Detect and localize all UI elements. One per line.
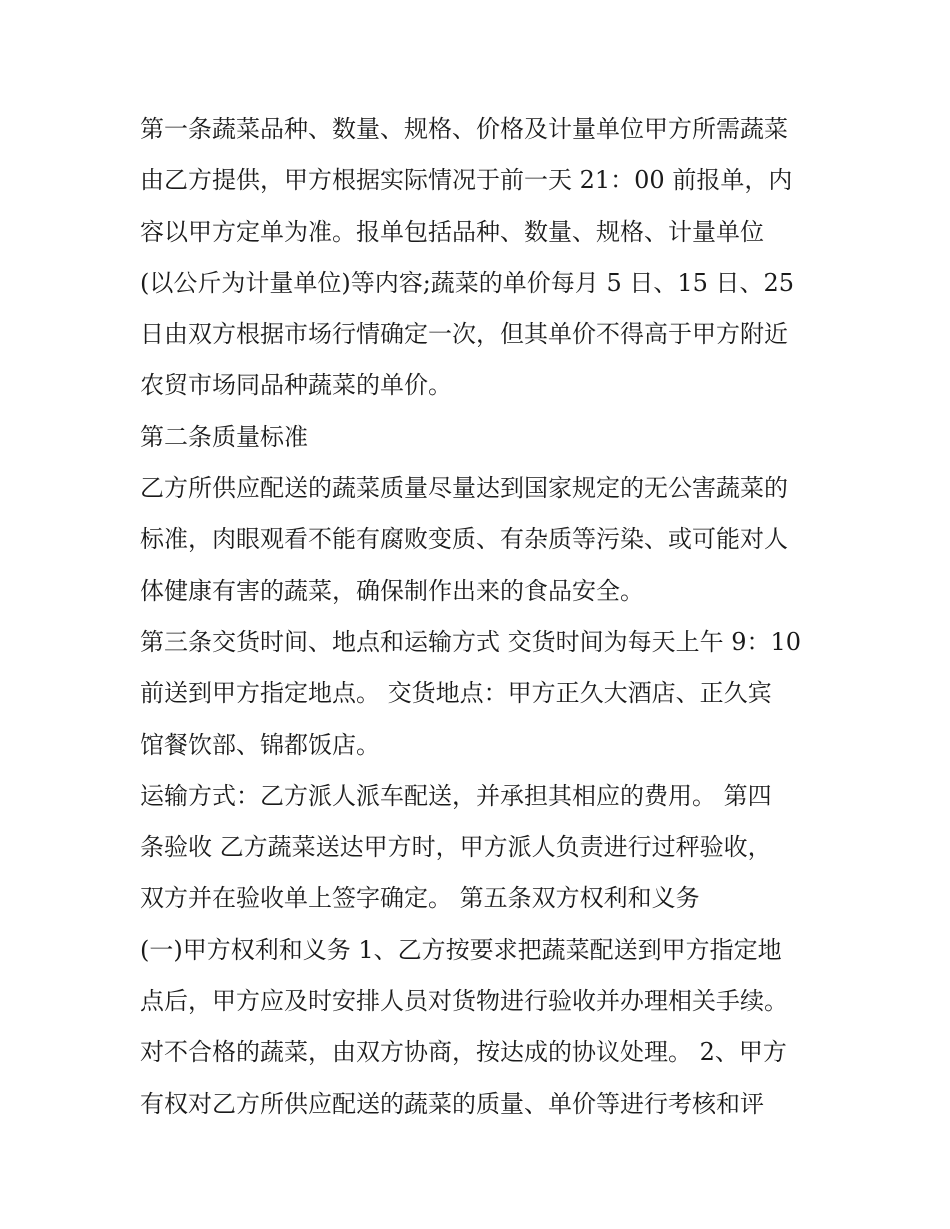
text-line: 日由双方根据市场行情确定一次，但其单价不得高于甲方附近 xyxy=(140,320,788,349)
text-line: 第一条蔬菜品种、数量、规格、价格及计量单位甲方所需蔬菜 xyxy=(140,115,788,143)
text-line: 条验收 乙方蔬菜送达甲方时，甲方派人负责进行过秤验收， xyxy=(140,833,772,862)
text-line: 容以甲方定单为准。报单包括品种、数量、规格、计量单位 xyxy=(140,217,764,246)
text-line: 乙方所供应配送的蔬菜质量尽量达到国家规定的无公害蔬菜的 xyxy=(140,474,788,503)
section-heading: 第二条质量标准 xyxy=(140,422,308,451)
text-line: 体健康有害的蔬菜，确保制作出来的食品安全。 xyxy=(140,576,644,605)
text-line: (一)甲方权利和义务 1、乙方按要求把蔬菜配送到甲方指定地 xyxy=(140,935,782,964)
text-line: 点后，甲方应及时安排人员对货物进行验收并办理相关手续。 xyxy=(140,987,788,1016)
text-line: 有权对乙方所供应配送的蔬菜的质量、单价等进行考核和评 xyxy=(140,1089,764,1118)
text-line: 由乙方提供，甲方根据实际情况于前一天 21：00 前报单，内 xyxy=(140,166,793,195)
text-line: 双方并在验收单上签字确定。 第五条双方权利和义务 xyxy=(140,884,700,913)
text-line: 第三条交货时间、地点和运输方式 交货时间为每天上午 9：10 xyxy=(140,627,802,656)
text-line: 运输方式：乙方派人派车配送，并承担其相应的费用。 第四 xyxy=(140,781,772,810)
text-line: (以公斤为计量单位)等内容;蔬菜的单价每月 5 日、15 日、25 xyxy=(140,268,795,297)
text-line: 前送到甲方指定地点。 交货地点：甲方正久大酒店、正久宾 xyxy=(140,679,772,708)
text-line: 馆餐饮部、锦都饭店。 xyxy=(140,730,380,759)
document-body xyxy=(140,104,820,1130)
text-line: 标准，肉眼观看不能有腐败变质、有杂质等污染、或可能对人 xyxy=(140,525,788,554)
text-line: 农贸市场同品种蔬菜的单价。 xyxy=(140,371,452,400)
text-line: 对不合格的蔬菜，由双方协商，按达成的协议处理。 2、甲方 xyxy=(140,1038,787,1067)
